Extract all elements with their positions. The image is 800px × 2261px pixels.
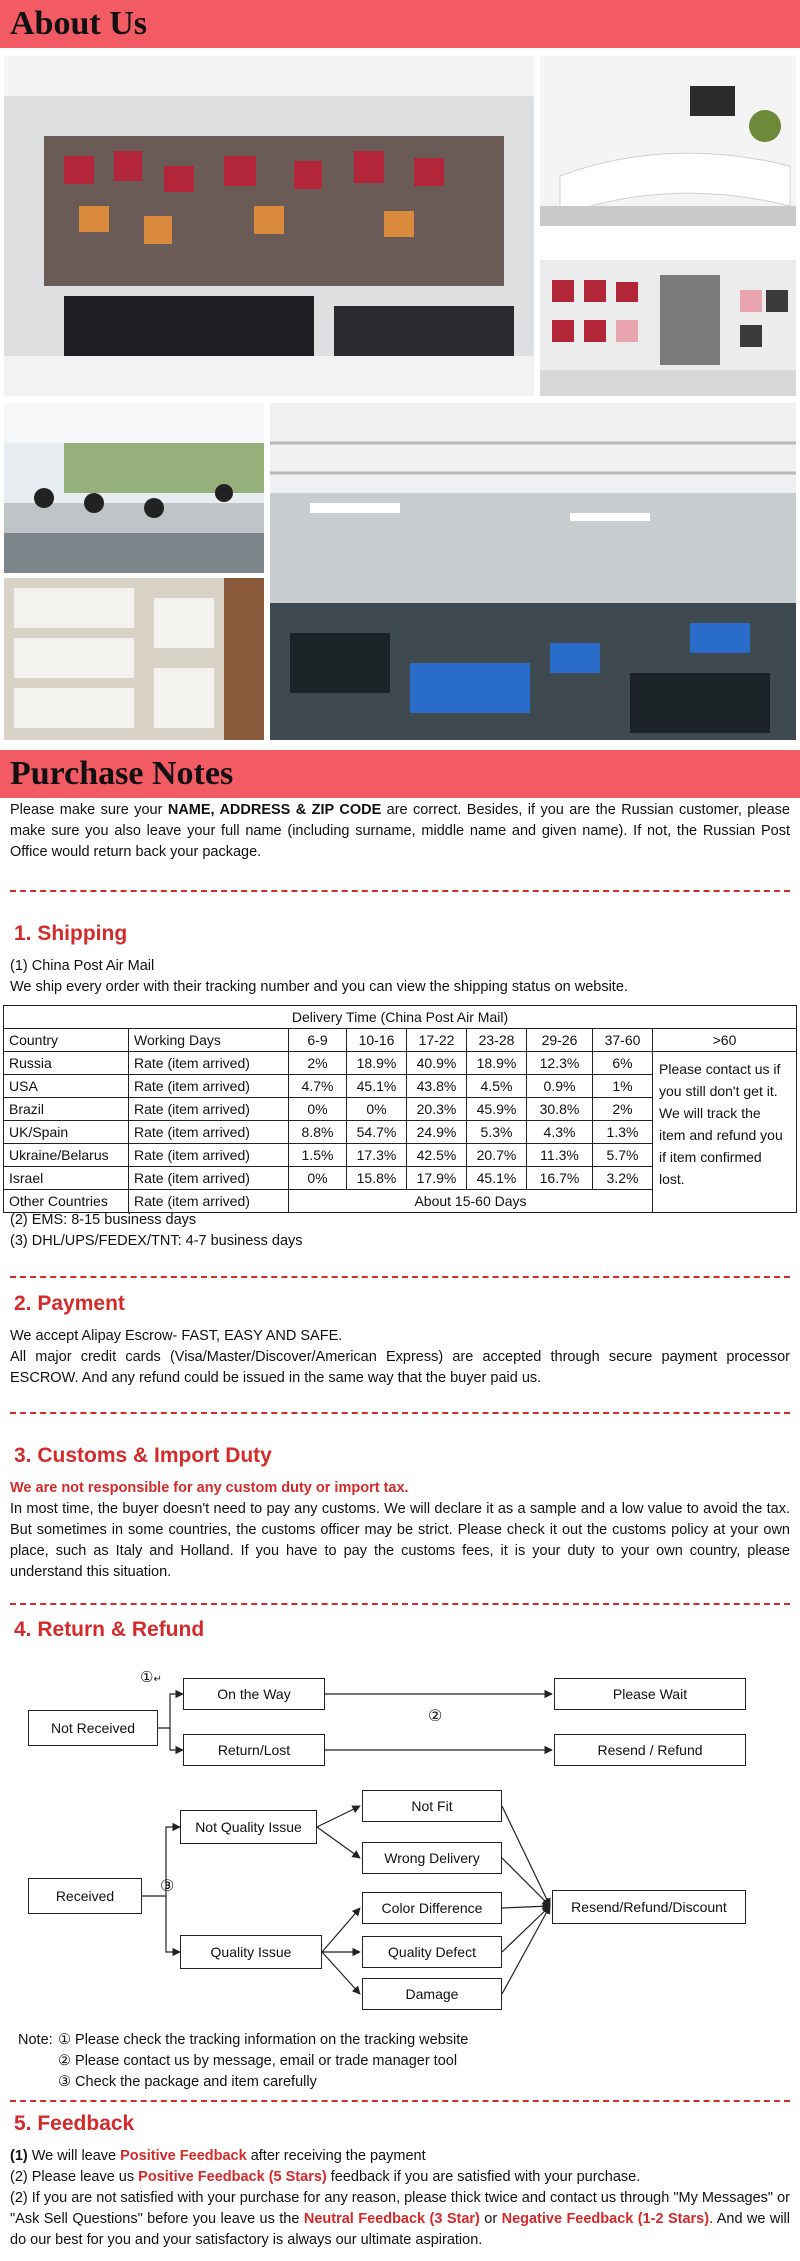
table-cell: 0% xyxy=(289,1167,347,1190)
table-title: Delivery Time (China Post Air Mail) xyxy=(4,1006,797,1029)
about-banner xyxy=(0,0,800,48)
shipping-line1: (1) China Post Air Mail xyxy=(10,958,155,974)
customs-heading: 3. Customs & Import Duty xyxy=(14,1444,272,1467)
feedback-line2 xyxy=(10,2167,790,2188)
node-wrong-delivery xyxy=(362,1842,502,1874)
table-cell: Israel xyxy=(4,1167,129,1190)
customs-text xyxy=(10,1478,790,1583)
header-cell: 23-28 xyxy=(467,1029,527,1052)
shipping-other-methods xyxy=(10,1210,790,1252)
factory-photo xyxy=(270,403,796,740)
table-cell: 16.7% xyxy=(527,1167,593,1190)
header-cell: >60 xyxy=(653,1029,797,1052)
customs-warning: We are not responsible for any custom duty or import tax. xyxy=(10,1480,409,1496)
feedback-text-part: We will leave xyxy=(27,2148,121,2164)
table-cell: 4.3% xyxy=(527,1121,593,1144)
table-cell: Rate (item arrived) xyxy=(129,1167,289,1190)
node-label: Received xyxy=(55,1888,115,1904)
node-label: Resend/Refund/Discount xyxy=(571,1899,727,1915)
node-on-the-way xyxy=(183,1678,325,1710)
header-cell: 17-22 xyxy=(407,1029,467,1052)
feedback-text-part: . And we will do our best for you and your satisfactory is always our ultimate aspiration. xyxy=(10,2211,790,2248)
node-label: Please Wait xyxy=(612,1686,688,1702)
node-label: Resend / Refund xyxy=(597,1742,703,1758)
five-stars-highlight: Positive Feedback (5 Stars) xyxy=(138,2169,327,2185)
express-line: (3) DHL/UPS/FEDEX/TNT: 4-7 business days xyxy=(10,1233,303,1249)
feedback-text-part: feedback if you are satisfied with your purchase. xyxy=(326,2169,641,2185)
node-return-lost xyxy=(183,1734,325,1766)
table-cell: 43.8% xyxy=(407,1075,467,1098)
table-cell: 20.7% xyxy=(467,1144,527,1167)
showroom-photo xyxy=(4,56,534,396)
delivery-time-table xyxy=(3,1005,797,1213)
feedback-line3 xyxy=(10,2188,790,2251)
header-cell: Country xyxy=(4,1029,129,1052)
step-mark-3: ③ xyxy=(160,1878,175,1895)
table-cell: Russia xyxy=(4,1052,129,1075)
note-label: Note: xyxy=(18,2032,53,2048)
mark-1: ① xyxy=(140,1669,154,1686)
node-label: Quality Issue xyxy=(210,1944,292,1960)
table-cell: 42.5% xyxy=(407,1144,467,1167)
separator xyxy=(10,890,790,892)
node-received xyxy=(28,1878,142,1914)
table-cell: Rate (item arrived) xyxy=(129,1144,289,1167)
table-cell: Rate (item arrived) xyxy=(129,1121,289,1144)
ems-line: (2) EMS: 8-15 business days xyxy=(10,1212,197,1228)
showroom-illustration xyxy=(4,56,534,396)
table-cell: Brazil xyxy=(4,1098,129,1121)
reception-photo xyxy=(540,56,796,226)
table-cell: 45.1% xyxy=(347,1075,407,1098)
table-cell: 1% xyxy=(593,1075,653,1098)
table-cell: 5.3% xyxy=(467,1121,527,1144)
table-cell: 17.3% xyxy=(347,1144,407,1167)
table-cell: 54.7% xyxy=(347,1121,407,1144)
node-not-received xyxy=(28,1710,158,1746)
header-cell: Working Days xyxy=(129,1029,289,1052)
table-cell: 2% xyxy=(289,1052,347,1075)
separator xyxy=(10,2100,790,2102)
negative-feedback-highlight: Negative Feedback (1-2 Stars) xyxy=(501,2211,710,2227)
node-damage xyxy=(362,1978,502,2010)
feedback-num: (1) xyxy=(10,2148,28,2164)
table-cell: 12.3% xyxy=(527,1052,593,1075)
table-cell: Rate (item arrived) xyxy=(129,1098,289,1121)
intro-bold: NAME, ADDRESS & ZIP CODE xyxy=(167,802,382,818)
table-cell: 0.9% xyxy=(527,1075,593,1098)
intro-text-a: Please make sure your xyxy=(10,802,168,818)
table-cell: Rate (item arrived) xyxy=(129,1052,289,1075)
node-label: Quality Defect xyxy=(388,1944,476,1960)
table-cell: 40.9% xyxy=(407,1052,467,1075)
table-cell: 15.8% xyxy=(347,1167,407,1190)
feedback-text-part: (2) If you are not satisfied with your purchase for any reason, please thick twice and contact us through "My Messages" or "Ask Sell Questions" before you leave us the xyxy=(10,2190,790,2227)
table-cell: 4.7% xyxy=(289,1075,347,1098)
table-cell: 0% xyxy=(347,1098,407,1121)
node-label: Not Fit xyxy=(411,1798,453,1814)
feedback-text-part: or xyxy=(479,2211,502,2227)
step-mark-1 xyxy=(140,1668,162,1686)
mark-1-return: ↵ xyxy=(153,1674,162,1685)
table-cell: 0% xyxy=(289,1098,347,1121)
header-cell: 6-9 xyxy=(289,1029,347,1052)
node-resend-refund xyxy=(554,1734,746,1766)
intro-text-b: are correct. Besides, if you are the Russian customer, please make sure you also leave your full name (including surname, middle name and given name). If not, the Russian Post Office would return back your package. xyxy=(10,802,790,860)
table-cell: Other Countries xyxy=(4,1190,129,1213)
node-label: Return/Lost xyxy=(217,1742,291,1758)
header-cell: 10-16 xyxy=(347,1029,407,1052)
refund-notes xyxy=(18,2030,468,2093)
feedback-heading: 5. Feedback xyxy=(14,2112,135,2135)
shipping-intro xyxy=(10,956,790,998)
payment-line2: All major credit cards (Visa/Master/Discover/American Express) are accepted through secure payment processor ESCROW. And any refund could be issued in the same way that the buyer paid us. xyxy=(10,1349,790,1386)
separator xyxy=(10,1603,790,1605)
table-cell: 17.9% xyxy=(407,1167,467,1190)
table-cell: 20.3% xyxy=(407,1098,467,1121)
payment-text xyxy=(10,1326,790,1389)
feedback-line1 xyxy=(10,2146,790,2167)
node-label: Wrong Delivery xyxy=(384,1850,480,1866)
node-not-fit xyxy=(362,1790,502,1822)
table-cell: 3.2% xyxy=(593,1167,653,1190)
table-cell: 8.8% xyxy=(289,1121,347,1144)
table-cell: About 15-60 Days xyxy=(289,1190,653,1213)
node-not-quality-issue xyxy=(180,1810,317,1844)
feedback-text-part: (2) Please leave us xyxy=(10,2169,139,2185)
about-title: About Us xyxy=(10,5,147,42)
note-line: ② Please contact us by message, email or trade manager tool xyxy=(58,2053,458,2069)
purchase-intro xyxy=(10,800,790,863)
shipping-heading: 1. Shipping xyxy=(14,922,128,945)
table-cell: 18.9% xyxy=(347,1052,407,1075)
table-cell: Rate (item arrived) xyxy=(129,1075,289,1098)
warehouse-photo xyxy=(4,578,264,740)
node-label: Not Quality Issue xyxy=(195,1819,302,1835)
node-label: Not Received xyxy=(50,1720,136,1736)
table-header-row xyxy=(4,1029,797,1052)
table-cell: UK/Spain xyxy=(4,1121,129,1144)
refund-heading: 4. Return & Refund xyxy=(14,1618,205,1641)
node-quality-issue xyxy=(180,1935,322,1969)
payment-line1: We accept Alipay Escrow- FAST, EASY AND SAFE. xyxy=(10,1328,343,1344)
positive-feedback-highlight: Positive Feedback xyxy=(120,2148,247,2164)
lost-item-note: Please contact us if you still don't get it. We will track the item and refund you if item confirmed lost. xyxy=(653,1052,797,1213)
node-resend-refund-discount xyxy=(552,1890,746,1924)
table-cell: 24.9% xyxy=(407,1121,467,1144)
table-cell: 6% xyxy=(593,1052,653,1075)
note-line: ③ Check the package and item carefully xyxy=(58,2074,317,2090)
table-cell: 45.1% xyxy=(467,1167,527,1190)
header-cell: 29-26 xyxy=(527,1029,593,1052)
separator xyxy=(10,1412,790,1414)
node-label: Color Difference xyxy=(381,1900,483,1916)
node-quality-defect xyxy=(362,1936,502,1968)
purchase-banner xyxy=(0,750,800,798)
feedback-text xyxy=(10,2146,790,2251)
table-cell: 2% xyxy=(593,1098,653,1121)
table-cell: 1.3% xyxy=(593,1121,653,1144)
table-row xyxy=(4,1052,797,1075)
shipping-line2: We ship every order with their tracking number and you can view the shipping status on website. xyxy=(10,979,628,995)
note-line: ① Please check the tracking information on the tracking website xyxy=(58,2032,469,2048)
table-cell: Rate (item arrived) xyxy=(129,1190,289,1213)
table-cell: 4.5% xyxy=(467,1075,527,1098)
table-cell: USA xyxy=(4,1075,129,1098)
feedback-text-part: after receiving the payment xyxy=(246,2148,426,2164)
node-please-wait xyxy=(554,1678,746,1710)
table-cell: 18.9% xyxy=(467,1052,527,1075)
office-photo xyxy=(4,403,264,573)
bag-shelf-photo xyxy=(540,230,796,396)
table-cell: 45.9% xyxy=(467,1098,527,1121)
step-mark-2: ② xyxy=(428,1708,443,1725)
customs-body: In most time, the buyer doesn't need to pay any customs. We will declare it as a sample and a low value to avoid the tax. But sometimes in some countries, the customs officer may be strict. Please check it out the customs policy at your own place, such as Italy and Holland. If you have to pay the customs fees, it is your duty to your own country, please understand this situation. xyxy=(10,1501,790,1580)
table-cell: 1.5% xyxy=(289,1144,347,1167)
header-cell: 37-60 xyxy=(593,1029,653,1052)
neutral-feedback-highlight: Neutral Feedback (3 Star) xyxy=(303,2211,480,2227)
node-label: On the Way xyxy=(217,1686,291,1702)
node-label: Damage xyxy=(405,1986,459,2002)
payment-heading: 2. Payment xyxy=(14,1292,125,1315)
purchase-title: Purchase Notes xyxy=(10,755,234,792)
table-cell: 11.3% xyxy=(527,1144,593,1167)
table-cell: 5.7% xyxy=(593,1144,653,1167)
table-cell: 30.8% xyxy=(527,1098,593,1121)
table-cell: Ukraine/Belarus xyxy=(4,1144,129,1167)
separator xyxy=(10,1276,790,1278)
node-color-difference xyxy=(362,1892,502,1924)
